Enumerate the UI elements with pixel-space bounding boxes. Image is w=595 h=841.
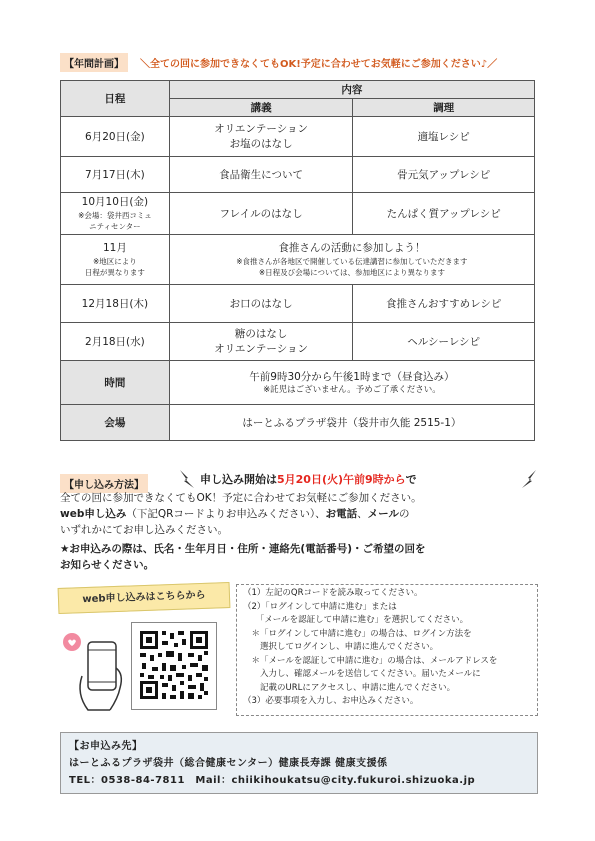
row-date: 2月18日(水) bbox=[61, 323, 170, 361]
apply-tag: 【申し込み方法】 bbox=[60, 474, 148, 493]
web-apply-text: web申し込み bbox=[60, 508, 127, 520]
row-cooking: たんぱく質アップレシピ bbox=[353, 193, 535, 235]
apply-line-4: ★お申込みの際は、氏名・生年月日・住所・連絡先(電話番号)・ご希望の回を bbox=[60, 543, 426, 555]
apply-line-5: お知らせください。 bbox=[60, 559, 155, 571]
steps-box bbox=[236, 584, 538, 716]
apply-start-date: 5月20日(火)午前9時から bbox=[277, 473, 406, 486]
row-lecture: お塩のはなし bbox=[229, 137, 293, 150]
step-line: 記載のURLにアクセスし、申請に進んでください。 bbox=[243, 682, 456, 693]
apply-separator: 、 bbox=[357, 508, 368, 520]
step-line: （1）左記のQRコードを読み取ってください。 bbox=[243, 588, 423, 598]
contact-box bbox=[60, 732, 538, 794]
step-line: 「メールを認証して申請に進む」を選択してください。 bbox=[243, 615, 469, 625]
row-lecture: 糖のはなし bbox=[234, 327, 288, 340]
step-line: ＊「ログインして申請に進む」の場合は、ログイン方法を bbox=[243, 628, 472, 639]
apply-line-2 bbox=[60, 506, 409, 522]
web-banner-label: web申し込みはこちらから bbox=[82, 589, 206, 606]
time-label: 時間 bbox=[61, 361, 170, 405]
row-lecture: お口のはなし bbox=[169, 285, 353, 323]
header-lecture: 講義 bbox=[169, 99, 353, 117]
web-banner[interactable] bbox=[58, 582, 231, 614]
row-date-note: ニティセンター bbox=[89, 222, 141, 231]
row-lecture: 食品衛生について bbox=[169, 157, 353, 193]
schedule-table bbox=[60, 80, 535, 441]
annual-plan-tag: 【年間計画】 bbox=[60, 53, 128, 72]
row-cooking: 食推さんおすすめレシピ bbox=[353, 285, 535, 323]
row-date: 6月20日(金) bbox=[61, 117, 170, 157]
contact-tel-mail[interactable]: TEL：0538-84-7811 Mail：chiikihoukatsu@city.fukuroi.shizuoka.jp bbox=[69, 775, 476, 786]
merged-title: 食推さんの活動に参加しよう！ bbox=[278, 242, 426, 254]
phone-text: お電話 bbox=[325, 508, 358, 520]
steps-list bbox=[243, 587, 497, 709]
row-date: 10月10日(金) bbox=[81, 196, 149, 208]
apply-particle: の bbox=[398, 508, 410, 520]
table-row bbox=[61, 235, 535, 285]
row-cooking: 適塩レシピ bbox=[353, 117, 535, 157]
lightning-icon bbox=[178, 468, 196, 490]
apply-start-suffix: で bbox=[405, 473, 417, 486]
row-date-note: 日程が異なります bbox=[84, 268, 145, 277]
apply-line-3: いずれかにてお申し込みください。 bbox=[60, 524, 228, 536]
table-row bbox=[61, 193, 535, 235]
row-date: 12月18日(木) bbox=[61, 285, 170, 323]
table-row bbox=[61, 405, 535, 441]
row-cooking: ヘルシーレシピ bbox=[353, 323, 535, 361]
table-row bbox=[61, 361, 535, 405]
step-line: 入力し、確認メールを送信してください。届いたメールに bbox=[243, 669, 481, 679]
apply-line-1: 全ての回に参加できなくてもOK！予定に合わせてお気軽にご参加ください。 bbox=[60, 492, 422, 504]
apply-start bbox=[200, 472, 417, 488]
mail-text: メール bbox=[367, 508, 399, 520]
table-row bbox=[61, 285, 535, 323]
row-date: 11月 bbox=[102, 242, 127, 254]
contact-org: はーとふるプラザ袋井（総合健康センター）健康長寿課 健康支援係 bbox=[69, 758, 388, 769]
header-cooking: 調理 bbox=[353, 99, 535, 117]
venue-value: はーとふるプラザ袋井（袋井市久能 2515-1） bbox=[169, 405, 534, 441]
qr-code-frame[interactable] bbox=[131, 622, 217, 710]
lightning-icon bbox=[520, 468, 538, 490]
contact-title: 【お申込み先】 bbox=[69, 741, 143, 752]
row-date: 7月17日(木) bbox=[61, 157, 170, 193]
apply-qr-note: （下記QRコードよりお申込みください）、 bbox=[126, 508, 326, 520]
annual-plan-note: ＼全ての回に参加できなくてもOK!予定に合わせてお気軽にご参加ください♪／ bbox=[140, 59, 498, 70]
venue-label: 会場 bbox=[61, 405, 170, 441]
qr-code-icon[interactable] bbox=[132, 623, 216, 709]
row-lecture: オリエンテーション bbox=[214, 342, 309, 355]
table-row bbox=[61, 157, 535, 193]
row-lecture: オリエンテーション bbox=[214, 122, 309, 135]
row-date-note: ※会場：袋井西コミュ bbox=[78, 211, 152, 220]
step-line: ＊「メールを認証して申請に進む」の場合は、メールアドレスを bbox=[243, 655, 498, 666]
step-line: 選択してログインし、申請に進んでください。 bbox=[243, 642, 439, 652]
time-value: 午前9時30分から午後1時まで（昼食込み） bbox=[249, 370, 455, 383]
header-content: 内容 bbox=[169, 81, 534, 99]
row-date-note: ※地区により bbox=[92, 257, 137, 266]
merged-note: ※食推さんが各地区で開催している伝達講習に参加していただきます bbox=[236, 257, 468, 266]
apply-start-prefix: 申し込み開始は bbox=[200, 473, 277, 486]
time-note: ※託児はございません。予めご了承ください。 bbox=[263, 384, 441, 395]
smartphone-icon bbox=[60, 628, 130, 718]
table-row bbox=[61, 323, 535, 361]
step-line: （3）必要事項を入力し、お申込みください。 bbox=[243, 696, 419, 706]
row-cooking: 骨元気アップレシピ bbox=[353, 157, 535, 193]
merged-note: ※日程及び会場については、参加地区により異なります bbox=[258, 268, 445, 277]
row-lecture: フレイルのはなし bbox=[169, 193, 353, 235]
header-date: 日程 bbox=[61, 81, 170, 117]
table-row bbox=[61, 117, 535, 157]
step-line: （2）「ログインして申請に進む」または bbox=[243, 601, 397, 612]
